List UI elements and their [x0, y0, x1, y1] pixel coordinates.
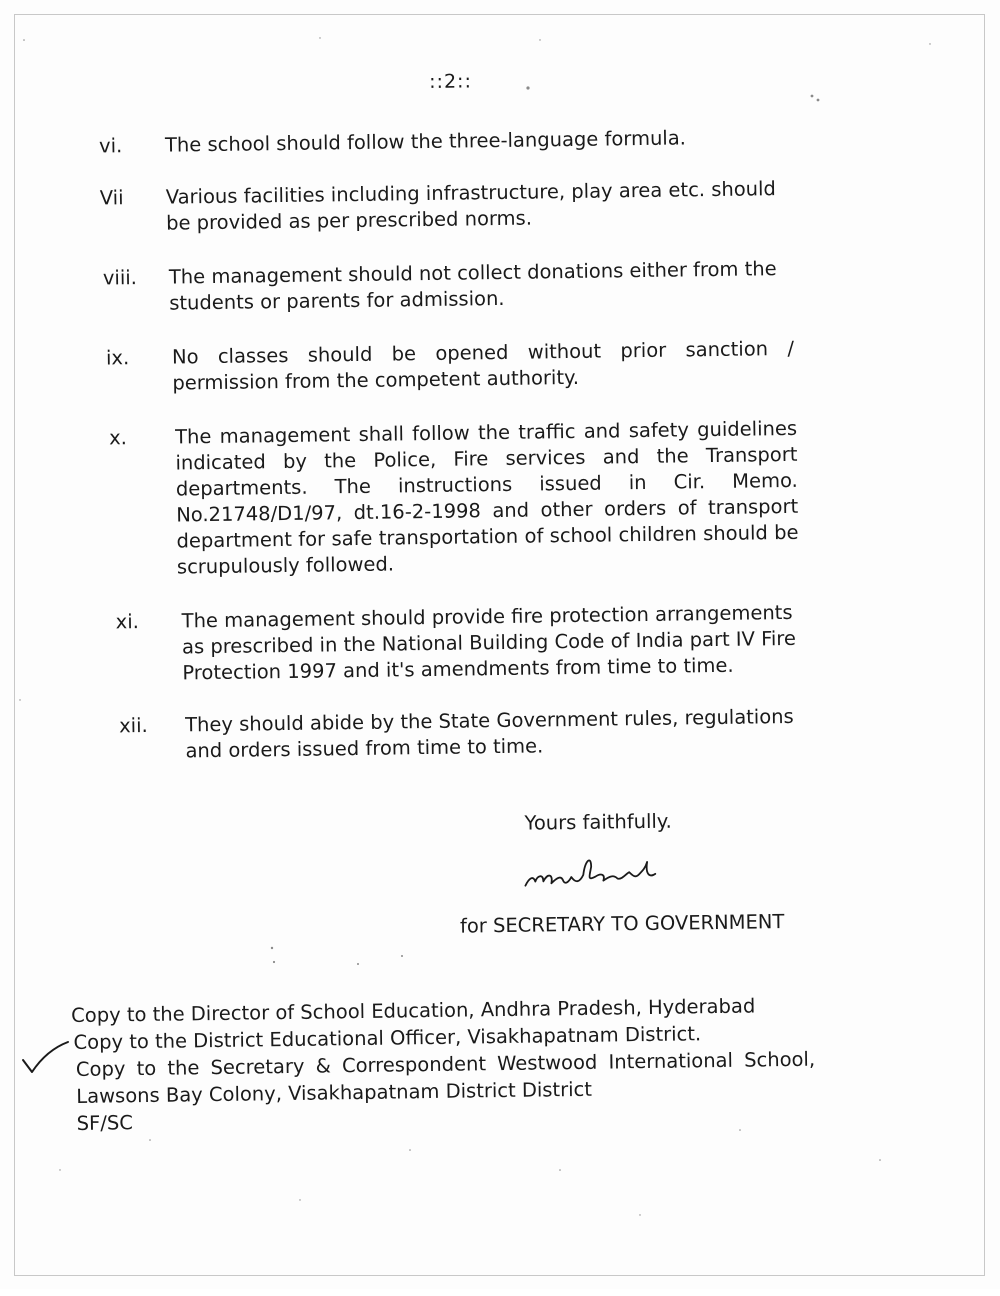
copy-to-line: Lawsons Bay Colony, Visakhapatnam District District: [76, 1077, 593, 1108]
copy-to-line: Copy to the Secretary & Correspondent Westwood International School,: [75, 1047, 816, 1081]
signatory: for SECRETARY TO GOVERNMENT: [459, 910, 785, 938]
item-number: xi.: [115, 610, 140, 634]
handwritten-signature: [521, 846, 672, 898]
item-text: The management shall follow the traffic and safety guidelines indicated by the Police, Fire services and the Transport departments. The instructions issued in Cir. Memo. No.21748/D1/97, dt.16-2-1998 and other orders of transport department for safe transportation of school children should be scrupulously followed.: [174, 416, 799, 579]
checkmark-icon: [20, 1040, 70, 1076]
item-number: x.: [108, 426, 128, 450]
copy-to-line: Copy to the Director of School Education, Andhra Pradesh, Hyderabad: [71, 994, 756, 1028]
reference-code: SF/SC: [76, 1111, 134, 1135]
item-text: The management should provide fire protection arrangements as prescribed in the National Building Code of India part IV Fire Protection 1997 and it's amendments from time to time.: [181, 600, 797, 685]
copy-to-line: Copy to the District Educational Officer, Visakhapatnam District.: [73, 1022, 702, 1054]
item-text: Various facilities including infrastructure, play area etc. should be provided as per prescribed norms.: [165, 177, 776, 235]
copy-to-block: [71, 991, 833, 1137]
item-number: viii.: [102, 266, 138, 290]
item-number: Vii: [99, 186, 124, 210]
closing-salutation: Yours faithfully.: [524, 809, 672, 835]
item-number: xii.: [119, 713, 148, 738]
item-text: They should abide by the State Government rules, regulations and orders issued from time to time.: [184, 704, 794, 763]
item-text: The school should follow the three-language formula.: [164, 126, 687, 157]
item-text: No classes should be opened without prior sanction / permission from the competent authority.: [171, 336, 795, 395]
page-number: ::2::: [429, 70, 473, 93]
item-text: The management should not collect donations either from the students or parents for admission.: [168, 257, 777, 315]
item-number: ix.: [105, 346, 130, 370]
item-number: vi.: [98, 134, 123, 158]
